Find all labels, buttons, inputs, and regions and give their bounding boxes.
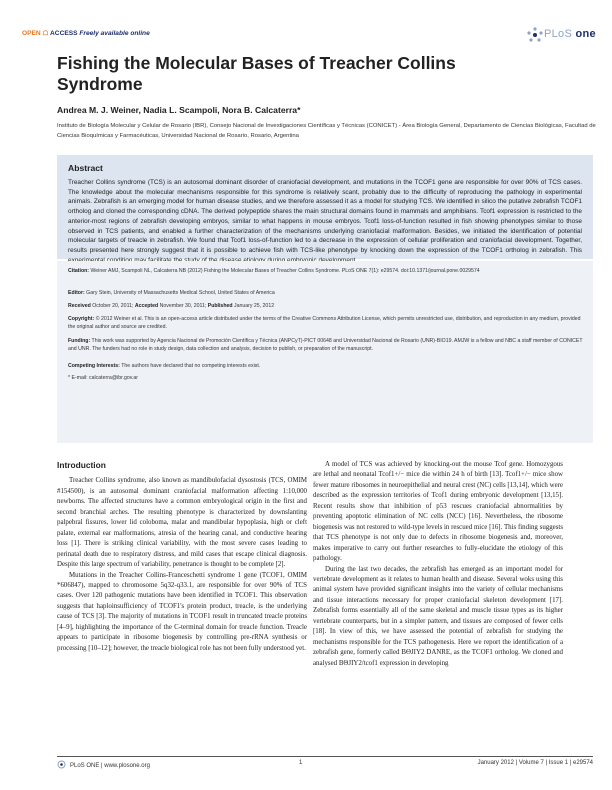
- email-line[interactable]: [68, 375, 588, 383]
- intro-paragraph-4: During the last two decades, the zebrafish has emerged as an important model for vertebrate development as it relates to human health and disease. Several woks using this animal system have provided significant insights into the variety of cellular mechanisms and tissue interactions necessary for proper craniofacial skeleton development [17]. Zebrafish forms essentially all of the same skeletal and muscle tissue types as its higher vertebrate counterparts, but in a simpler pattern, and tissues are composed of fewer cells [18]. In view of this, we have assessed the potential of zebrafish for studying the mechanisms responsible for the TCS pathogenesis. Here we report the identification of a zebrafish gene, formerly called BΘJIY2 DANRE, as the TCOF1 ortholog. We cloned and analysed BΘJIY2/tcof1 expression in developing: [313, 565, 563, 667]
- plos-dots-icon: [526, 26, 544, 44]
- journal-header: [22, 27, 596, 43]
- competing-text: The authors have declared that no competing interests exist.: [121, 363, 261, 369]
- email-link[interactable]: * E-mail: calcaterra@ibr.gov.ar: [68, 375, 139, 381]
- citation-text: Weiner AMJ, Scampoli NL, Calcaterra NB (2012) Fishing the Molecular Bases of Treacher Collins Syndrome. PLoS ONE 7(1): e29574. doi:10.1371/journal.pone.0029574: [90, 268, 480, 274]
- abstract-box: [57, 155, 593, 259]
- affiliation: Instituto de Biología Molecular y Celular de Rosario (IBR), Consejo Nacional de Investigaciones Científicas y Técnicas (CONICET) - Área Biología General, Departamento de Ciencias Biológicas, Facultad de Ciencias Bioquímicas y Farmacéuticas, Universidad Nacional de Rosario, Rosario, Argentina: [57, 123, 596, 139]
- open-access-label: [22, 29, 150, 37]
- intro-paragraph-2: Mutations in the Treacher Collins-Franceschetti syndrome 1 gene (TCOF1, OMIM *606847), mapped to chromosome 5q32-q33.1, are responsible for over 90% of TCS cases. Over 120 pathogenic mutations have been identified in TCOF1. This observation suggests that haploinsufficiency of TCOF1's protein product, treacle, is the underlying cause of TCS [3]. The majority of mutations in TCOF1 result in truncated treacle proteins [4–9], highlighting the importance of the C-terminal domain for treacle function. Treacle appears to participate in ribosome biogenesis by controlling pre-rRNA synthesis or processing [10–12]; however, the treacle biological role has not been fully understood yet.: [57, 571, 307, 652]
- dates-line: Received October 20, 2011; Accepted November 30, 2011; Published January 25, 2012: [68, 303, 275, 309]
- right-column: [313, 460, 563, 669]
- open-word: OPEN: [22, 30, 41, 37]
- footer-issue: January 2012 | Volume 7 | Issue 1 | e29574: [477, 760, 593, 766]
- logo-one-text: one: [575, 28, 596, 40]
- plos-one-logo: [522, 23, 596, 49]
- editor-text: Gary Stein, University of Massachusetts Medical School, United States of America: [86, 290, 275, 296]
- editor-line: Editor: Gary Stein, University of Massachusetts Medical School, United States of America: [68, 290, 275, 296]
- footer-journal-text[interactable]: PLoS ONE | www.plosone.org: [70, 763, 150, 769]
- access-word: ACCESS: [50, 30, 78, 37]
- introduction-heading: Introduction: [57, 460, 106, 470]
- funding-line: Funding: This work was supported by Agencia Nacional de Promoción Científica y Técnica (ANPCyT)-PICT 00648 and Universidad Nacional de Rosario (UNR)-BIO19. AMJW is a fellow and NBC a staff member of CONICET and UNR. The funders had no role in study design, data collection and analysis, decision to publish, or preparation of the manuscript.: [68, 338, 583, 352]
- received-date: October 20, 2011;: [92, 303, 134, 309]
- logo-plos-text: PLoS: [544, 28, 573, 40]
- copyright-text: © 2012 Weiner et al. This is an open-access article distributed under the terms of the Creative Commons Attribution License, which permits unrestricted use, distribution, and reproduction in any medium, provided the original author and source are credited.: [68, 316, 581, 330]
- freely-available-label: Freely available online: [79, 30, 150, 37]
- footer-journal[interactable]: [57, 760, 150, 769]
- padlock-icon: ☖: [42, 30, 49, 37]
- accepted-date: November 30, 2011;: [159, 303, 207, 309]
- citation-line: Citation: Weiner AMJ, Scampoli NL, Calcaterra NB (2012) Fishing the Molecular Bases of Treacher Collins Syndrome. PLoS ONE 7(1): e29574. doi:10.1371/journal.pone.0029574: [68, 268, 480, 274]
- copyright-line: Copyright: © 2012 Weiner et al. This is an open-access article distributed under the terms of the Creative Commons Attribution License, which permits unrestricted use, distribution, and reproduction in any medium, provided the original author and source are credited.: [68, 316, 581, 330]
- left-column: [57, 460, 307, 654]
- published-date: January 25, 2012: [234, 303, 275, 309]
- author-list: Andrea M. J. Weiner, Nadia L. Scampoli, Nora B. Calcaterra*: [57, 105, 301, 115]
- page-number: 1: [299, 760, 303, 766]
- intro-paragraph-3: A model of TCS was achieved by knocking-out the mouse Tcof gene. Homozygous are lethal and neonatal Tcof1+/− mice die within 24 h of birth [13]. Tcof1+/− mice show fewer mature ribosomes in neuroepithelial and neural crest (NC) cells [13,14], which were described as the expression territories of Tcof1 during embryonic development [13,15]. Recent results show that inhibition of p53 rescues craniofacial abnormalities by preventing apoptotic elimination of NC cells (NCC) [16]. Nevertheless, the ribosome biogenesis was not restored to wild-type levels in rescued mice [16]. This finding suggests that TCS phenotype is not only due to defects in ribosome biogenesis and, moreover, makes imperative to carry out further researches to fully-elucidate the etiology of this pathology.: [313, 461, 563, 563]
- competing-interests-line: Competing Interests: The authors have declared that no competing interests exist.: [68, 363, 261, 369]
- intro-paragraph-1: Treacher Collins syndrome, also known as mandibulofacial dysostosis (TCS, OMIM #154500), is an autosomal dominant craniofacial malformation affecting 1:10,000 newborns. The affected structures have a common embryological origin in the first and second branchial arches. The resulting phenotype is characterized by downslanting palpebral fissures, lower lid coloboma, malar and mandibular hypoplasia, high or cleft palate, external ear malformations, atresia of the hearing canal, and conductive hearing loss [1]. There is striking clinical variability, with the most severe cases leading to perinatal death due to respiratory distress, and mild cases that escape clinical diagnosis. Despite this large spectrum of variability, penetrance is thought to be complete [2].: [57, 477, 307, 569]
- abstract-heading: Abstract: [68, 163, 103, 173]
- plos-small-icon: [57, 760, 66, 769]
- article-title: Fishing the Molecular Bases of Treacher Collins Syndrome: [57, 53, 456, 94]
- abstract-text: Treacher Collins syndrome (TCS) is an autosomal dominant disorder of craniofacial development, and mutations in the TCOF1 gene are responsible for over 90% of TCS cases. The knowledge about the molecular mechanisms responsible for this syndrome is relatively scant, probably due to the difficulty of reproducing the pathology in experimental animals. Zebrafish is an emerging model for human disease studies, and we therefore assessed it as a model for studying TCS. We identified in silico the putative zebrafish TCOF1 ortholog and cloned the corresponding cDNA. The derived polypeptide shares the main structural domains found in mammals and amphibians. Tcof1 expression is restricted to the anterior-most regions of zebrafish developing embryos, similar to what happens in mouse embryos. Tcof1 loss-of-function resulted in fish showing phenotypes similar to those observed in TCS patients, and enabled a further characterization of the mechanisms underlying craniofacial malformation. Besides, we initiated the identification of potential molecular targets of treacle in zebrafish. We found that Tcof1 loss-of-function led to a decrease in the expression of cellular proliferation and craniofacial development. Together, results presented here strongly suggest that it is possible to achieve fish with TCS-like phenotype by knocking down the expression of the TCOF1 ortholog in zebrafish. This: [68, 179, 582, 254]
- footer-rule: [57, 756, 593, 757]
- funding-text: This work was supported by Agencia Nacional de Promoción Científica y Técnica (ANPCyT)-PICT 00648 and Universidad Nacional de Rosario (UNR)-BIO19. AMJW is a fellow and NBC a staff member of CONICET and UNR. The funders had no role in study design, data collection and analysis, decision to publish, or preparation of the manuscript.: [68, 338, 583, 352]
